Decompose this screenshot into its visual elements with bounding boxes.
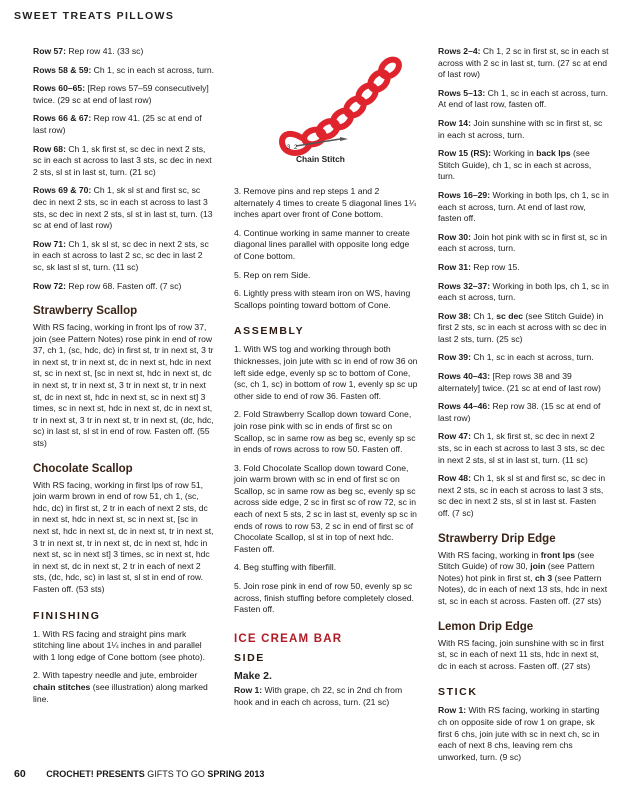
chocolate-scallop-heading: Chocolate Scallop bbox=[33, 462, 133, 475]
chain-stitch-illustration bbox=[234, 50, 418, 180]
finishing-step-3: 3. Remove pins and rep steps 1 and 2 alternately 4 times to create 5 diagonal lines 1¼ inches apart over front of Cone bottom. bbox=[234, 186, 417, 220]
finishing-step-4: 4. Continue working in same manner to create diagonal lines parallel with opposite long edge of Cone bottom. bbox=[234, 227, 410, 261]
strawberry-scallop-heading: Strawberry Scallop bbox=[33, 305, 138, 318]
side-heading: SIDE bbox=[234, 651, 265, 664]
finishing-step-2: 2. With tapestry needle and jute, embroider chain stitches (see illustration) along marked line. bbox=[33, 670, 208, 704]
rows-66-67: Rows 66 & 67: Rep row 41. (25 sc at end of last row) bbox=[33, 113, 202, 135]
row-47: Row 47: Ch 1, sk first st, sc dec in next 2 sts, sc in each st across to last 3 sts, sc dec in next 2 sts, sl st in last st, turn. (11 sc) bbox=[438, 431, 605, 465]
assembly-step-5: 5. Join rose pink in end of row 50, evenly sp sc across, finish stuffing before completely closed. Fasten off. bbox=[234, 581, 414, 615]
assembly-step-1: 1. With WS tog and working through both thicknesses, join jute with sc in end of row 36 on left side edge, evenly sp sc to bottom of Cone, (sc, ch 1, sc) in bottom of row 1, evenly sp sc up other side to end of row 36. Fasten off. bbox=[234, 344, 418, 401]
issue-name: GIFTS TO GO bbox=[144, 769, 208, 779]
rows-40-43: Rows 40–43: [Rep rows 38 and 39 alternately] twice. (21 sc at end of last row) bbox=[438, 371, 601, 393]
chocolate-scallop-text: With RS facing, working in first lps of row 51, join warm brown in end of row 51, ch 1, (sc, hdc, dc) in first st, 2 tr in each of next 2 sts, dc in next st, hdc in next st, sc in next st, [sc in next st, hdc in next st, dc in next st, tr in next st, 3 tr in next st, tr in next st, dc in next st, hdc in next st, sc in next st] 3 times, sc in next st, hdc in next st, dc in next st, 2 tr in each of next 2 sts, (dc, hdc, sc) in last st, sl st in end of row. Fasten off. (53 sts) bbox=[33, 479, 214, 594]
row-31: Row 31: Rep row 15. bbox=[438, 261, 520, 272]
strawberry-drip-edge-heading: Strawberry Drip Edge bbox=[438, 532, 556, 545]
row-39: Row 39: Ch 1, sc in each st across, turn. bbox=[438, 352, 594, 363]
column-right bbox=[438, 46, 610, 770]
finishing-heading: FINISHING bbox=[33, 609, 101, 622]
row-72: Row 72: Rep row 68. Fasten off. (7 sc) bbox=[33, 280, 182, 291]
page-header: SWEET TREATS PILLOWS bbox=[14, 10, 175, 22]
rows-2-4: Rows 2–4: Ch 1, 2 sc in first st, sc in each st across with 2 sc in last st, turn. (27 sc at end of last row) bbox=[438, 46, 609, 80]
assembly-step-4: 4. Beg stuffing with fiberfill. bbox=[234, 562, 337, 573]
row-57: Row 57: Rep row 41. (33 sc) bbox=[33, 46, 144, 56]
rows-60-65: Rows 60–65: [Rep rows 57–59 consecutively] twice. (29 sc at end of last row) bbox=[33, 83, 209, 105]
finishing-step-6: 6. Lightly press with steam iron on WS, having Scallops pointing toward bottom of Cone. bbox=[234, 288, 411, 310]
lemon-drip-edge-heading: Lemon Drip Edge bbox=[438, 620, 534, 633]
svg-text:2: 2 bbox=[294, 145, 298, 151]
column-left bbox=[33, 46, 215, 712]
assembly-step-2: 2. Fold Strawberry Scallop down toward Cone, join rose pink with sc in ends of first sc on Scallop, sc in same row as beg sc, evenly sp sc in ends of rows across to row 50. Fasten off. bbox=[234, 409, 416, 455]
rows-44-46: Rows 44–46: Rep row 38. (15 sc at end of last row) bbox=[438, 401, 601, 423]
lemon-drip-edge-text: With RS facing, join sunshine with sc in first st, sc in each of next 11 sts, hdc in next st, dc in each st across. Fasten off. (27 sts) bbox=[438, 637, 604, 671]
row-38: Row 38: Ch 1, sc dec (see Stitch Guide) in first 2 sts, sc in each st across with sc dec in last 2 sts, turn. (25 sc) bbox=[438, 310, 607, 344]
column-middle bbox=[234, 50, 418, 716]
assembly-step-3: 3. Fold Chocolate Scallop down toward Cone, join warm brown with sc in end of first sc on Scallop, sc in same row as beg sc, evenly sp sc across side edge, 2 sc in first sc of row 72, sc in each of next 5 sts, 2 sc in last st, evenly sp sc in ends of rows to row 53, 2 sc in end of first sc of Chocolate Scallop, sl st in top of next hdc. Fasten off. bbox=[234, 462, 417, 554]
strawberry-drip-edge-text: With RS facing, working in front lps (see Stitch Guide) of row 30, join (see Pattern Notes) hot pink in first st, ch 3 (see Pattern Notes), dc in each of next 13 sts, hdc in next st, sc in each st across. Fasten off. (27 sts) bbox=[438, 549, 608, 606]
rows-58-59: Rows 58 & 59: Ch 1, sc in each st across, turn. bbox=[33, 64, 215, 75]
rows-69-70: Rows 69 & 70: Ch 1, sk sl st and first sc, sc dec in next 2 sts, sc in each st across to last 3 sts, sc dec in next 2 sts, sl st in last st, turn. (13 sc at end of last row) bbox=[33, 185, 213, 231]
row-15: Row 15 (RS): Working in back lps (see Stitch Guide), ch 1, sc in each st across, turn. bbox=[438, 148, 592, 182]
issue-season: SPRING 2013 bbox=[207, 769, 265, 779]
strawberry-scallop-text: With RS facing, working in front lps of row 37, join (see Pattern Notes) rose pink in end of row 37, ch 1, (sc, hdc, dc) in first st, tr in next st, 3 tr in next st, tr in next st, dc in next st, hdc in next st, sc in next st, [sc in next st, hdc in next st, dc in next st, tr in next st, 3 tr in next st, tr in next st, dc in next st, hdc in next st, sc in next st] 3 times, sc in next st, hdc in next st, dc in next st, tr in next st, 3 tr in next st, tr in next st, (dc, hdc, sc) in last st, sl st in end of row. Fasten off. (55 sts) bbox=[33, 322, 214, 449]
rows-5-13: Rows 5–13: Ch 1, sc in each st across, turn. At end of last row, fasten off. bbox=[438, 87, 609, 110]
svg-text:3: 3 bbox=[287, 145, 291, 151]
row-30: Row 30: Join hot pink with sc in first st, sc in each st across, turn. bbox=[438, 231, 608, 254]
magazine-name: CROCHET! PRESENTS bbox=[46, 769, 145, 779]
rows-16-29: Rows 16–29: Working in both lps, ch 1, sc in each st across, turn. At end of last row, fasten off. bbox=[438, 189, 609, 224]
ice-cream-bar-heading: ICE CREAM BAR bbox=[234, 632, 343, 645]
make-2-heading: Make 2. bbox=[234, 669, 272, 682]
page-number: 60 bbox=[14, 768, 26, 780]
assembly-heading: ASSEMBLY bbox=[234, 325, 305, 338]
finishing-step-1: 1. With RS facing and straight pins mark stitching line about 1¼ inches in and parallel with 1 long edge of Cone bottom (see photo). bbox=[33, 628, 205, 662]
side-row-1: Row 1: With grape, ch 22, sc in 2nd ch from hook and in each ch across, turn. (21 sc) bbox=[234, 685, 403, 707]
row-68: Row 68: Ch 1, sk first st, sc dec in next 2 sts, sc in each st across to last 3 sts, sc dec in next 2 sts, sl st in last st, turn. (21 sc) bbox=[33, 143, 212, 177]
row-71: Row 71: Ch 1, sk sl st, sc dec in next 2 sts, sc in each st across to last 2 sc, sc dec in last 2 sc, sk last sl st, turn. (11 sc) bbox=[33, 238, 209, 272]
stick-row-1: Row 1: With RS facing, working in starting ch on opposite side of row 1 on grape, sk first 6 chs, join jute with sc in next ch, sc in each of next 8 chs, leaving rem chs unworked, turn. (9 sc) bbox=[438, 705, 600, 762]
finishing-step-5: 5. Rep on rem Side. bbox=[234, 269, 311, 280]
page-footer bbox=[14, 768, 264, 780]
row-14: Row 14: Join sunshine with sc in first st, sc in each st across, turn. bbox=[438, 117, 603, 140]
row-48: Row 48: Ch 1, sk sl st and first sc, sc dec in next 2 sts, sc in each st across to last 3 sts, sc dec in next 2 sts, sl st in last st. Fasten off. (7 sc) bbox=[438, 473, 606, 518]
rows-32-37: Rows 32–37: Working in both lps, ch 1, sc in each st across, turn. bbox=[438, 280, 609, 303]
stick-heading: STICK bbox=[438, 686, 478, 699]
chain-stitch-caption: Chain Stitch bbox=[296, 154, 345, 164]
